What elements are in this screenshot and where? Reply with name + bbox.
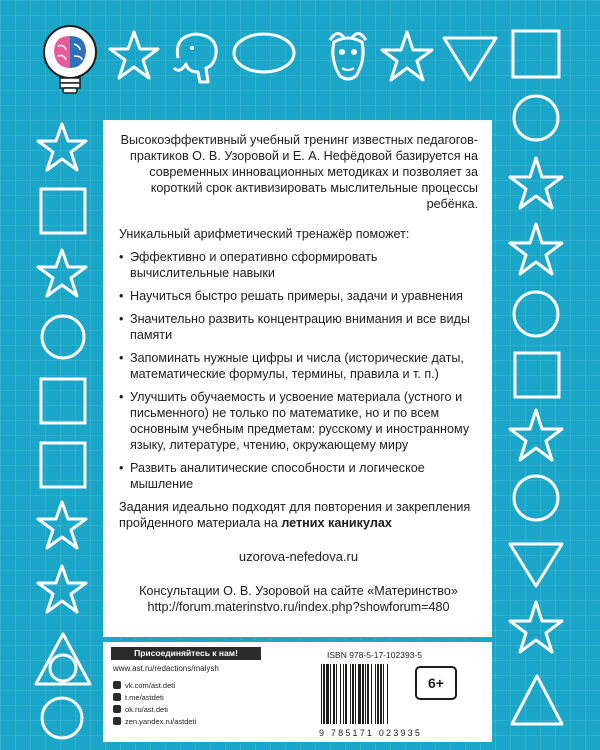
social-links (113, 679, 196, 727)
odnoklassniki-icon (113, 705, 121, 713)
list-item: • Эффективно и оперативно сформировать вычислительные навыки (119, 249, 478, 281)
triangle-icon (508, 672, 566, 728)
join-us-banner: Присоединяйтесь к нам! (111, 647, 261, 660)
circle-icon (510, 288, 562, 340)
final-bold: летних каникулах (281, 516, 392, 530)
description-panel (103, 120, 492, 637)
triangle-down-icon (506, 540, 566, 590)
publisher-url[interactable]: www.ast.ru/redactions/malysh (113, 664, 219, 673)
intro-paragraph: Высокоэффективный учебный тренинг известных педагогов-практиков О. В. Узоровой и Е. А. Нефёдовой базируется на современных инновационных методиках и позволяет за короткий срок активизировать мыслительные процессы ребёнка. (120, 133, 478, 211)
circle-icon (510, 472, 562, 524)
list-item: • Научиться быстро решать примеры, задачи и уравнения (119, 288, 478, 304)
benefits-list (119, 249, 478, 492)
telegram-icon (113, 693, 121, 701)
forum-link[interactable]: http://forum.materinstvo.ru/index.php?showforum=480 (147, 600, 450, 614)
star-icon (508, 408, 564, 462)
barcode-number: 9 785171 023935 (319, 728, 423, 738)
star-icon (36, 122, 88, 172)
vk-icon (113, 681, 121, 689)
isbn-label: ISBN 978-5-17-102393-5 (327, 650, 422, 660)
star-icon (36, 500, 88, 550)
square-icon (38, 440, 88, 490)
circle-icon (38, 312, 88, 362)
star-icon (36, 564, 88, 614)
circle-icon (510, 92, 562, 144)
consult-line: Консультации О. В. Узоровой на сайте «Материнство» (139, 584, 458, 598)
star-icon (36, 248, 88, 298)
social-link-zen[interactable]: zen.yandex.ru/astdeti (113, 715, 196, 727)
ellipse-icon (230, 30, 298, 76)
social-link-telegram[interactable]: t.me/astdeti (113, 691, 196, 703)
lightbulb-brain-icon (40, 22, 100, 100)
list-item: • Значительно развить концентрацию внимания и все виды памяти (119, 311, 478, 343)
square-icon (510, 28, 562, 80)
circle-icon (38, 694, 86, 742)
social-link-vk[interactable]: vk.com/ast.deti (113, 679, 196, 691)
final-text: Задания идеально подходят для повторения и закрепления пройденного материала на (119, 500, 471, 530)
star-icon (108, 30, 160, 80)
age-rating-badge: 6+ (415, 666, 457, 700)
list-item: • Улучшить обучаемость и усвоение материала (устного и письменного) не только по математике, но и по всем основным учебным предметам: русскому и иностранному языку, литературе, чтению, окружающему миру (119, 389, 478, 453)
website-link[interactable]: uzorova-nefedova.ru (238, 549, 359, 564)
final-paragraph (119, 499, 478, 531)
social-link-ok[interactable]: ok.ru/ast.deti (113, 703, 196, 715)
square-icon (38, 376, 88, 426)
star-icon (380, 30, 434, 82)
star-icon (508, 156, 564, 210)
goat-face-icon (320, 24, 376, 86)
lead-line: Уникальный арифметический тренажёр поможет: (119, 227, 410, 241)
barcode (319, 664, 409, 726)
square-icon (512, 350, 562, 400)
star-icon (508, 600, 564, 654)
list-item: • Запоминать нужные цифры и числа (исторические даты, математические формулы, термины, правила и т. п.) (119, 350, 478, 382)
star-icon (508, 222, 564, 276)
triangle-circle-icon (32, 630, 94, 688)
elephant-outline-icon (168, 28, 224, 86)
list-item: • Развить аналитические способности и логическое мышление (119, 460, 478, 492)
zen-icon (113, 717, 121, 725)
publisher-info-strip (103, 642, 492, 742)
square-icon (38, 186, 88, 236)
triangle-down-icon (440, 34, 500, 84)
